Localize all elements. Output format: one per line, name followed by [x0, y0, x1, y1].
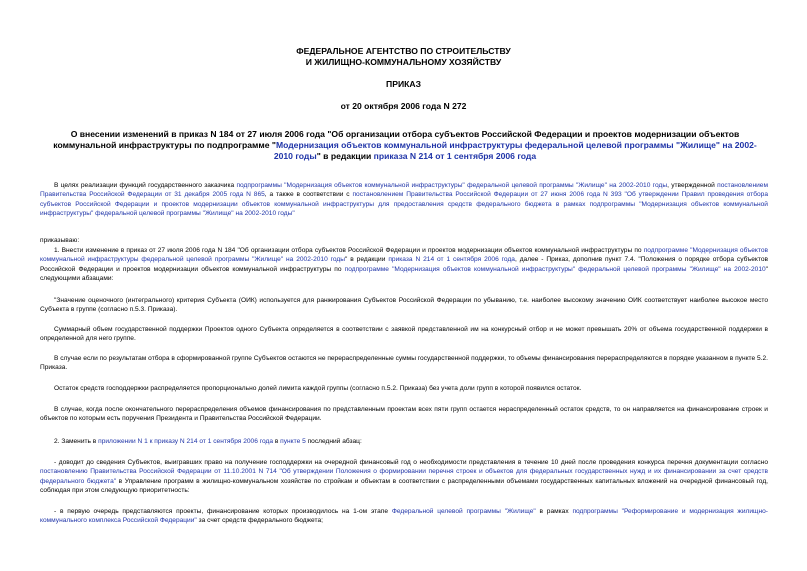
priority-text-1: - в первую очередь представляются проекты, финансирование которых производилось на 1-ом этапе [54, 508, 392, 515]
preamble-link-subprogram[interactable]: подпрограммы "Модернизация объектов коммунальной инфраструктуры" федеральной целевой программы "Жилище" на 2002-2010 годы [236, 182, 668, 189]
item1-text-2: " в редакции [345, 256, 389, 264]
priority-link-fcp-zhilische[interactable]: Федеральной целевой программы "Жилище" [391, 508, 536, 515]
notify-text-2: в Управление программ в жилищно-коммунальном хозяйстве по стройкам и объектам в соответствии с распределенными объемами государственных капитальных вложений на очередной финансовый год, соблюдая при этом следующую приоритетность: [40, 477, 768, 495]
item1-text-4: " следующими абзацами: [40, 265, 768, 283]
paragraph-redistribution: В случае если по результатам отбора в сформированной группе Субъектов остаются не перераспределенные суммы государственной поддержки, то объемы финансирования перераспределяются в порядке указанном в пункте 5.2. Приказа. [40, 355, 768, 372]
document-date-number: от 20 октября 2006 года N 272 [340, 101, 467, 111]
agency-name-line2: И ЖИЛИЩНО-КОММУНАЛЬНОМУ ХОЗЯЙСТВУ [305, 57, 502, 67]
priority-link-reform-subprogram[interactable]: подпрограммы "Реформирование и модернизация жилищно-коммунального комплекса Российской Федерации" [40, 508, 768, 525]
item1-link-subprogram[interactable]: подпрограмме "Модернизация объектов коммунальной инфраструктуры федеральной целевой программы "Жилище" на 2002-2010 годы [40, 247, 768, 264]
title-text-2: " в редакции [316, 151, 374, 162]
preamble-link-decree-393[interactable]: постановлением Правительства Российской Федерации от 27 июня 2006 года N 393 "Об утверждении Правил проведения отбора субъектов Российской Федерации и проектов модернизации объектов коммунальной инфраструктуры для предоставления средств федерального бюджета в рамках подпрограммы "Модернизация объектов коммунальной инфраструктуры" федеральной целевой программы "Жилище" на 2002-2010 годы" [40, 191, 768, 218]
preamble-text-2: , утвержденной [667, 182, 718, 189]
item2-text-2: в [273, 438, 281, 445]
agency-name-line1: ФЕДЕРАЛЬНОЕ АГЕНТСТВО ПО СТРОИТЕЛЬСТВУ [296, 46, 511, 56]
paragraph-priority-first [40, 507, 768, 526]
priority-text-3: за счет средств федерального бюджета; [196, 517, 323, 525]
paragraph-final-remainder: В случае, когда после окончательного перераспределения объемов финансирования по представленным проектам всех пяти групп остается нераспределенный остаток средств, то он направляется на финансирование строек и объектов по которым есть поручения Президента и Правительства Российской Федерации. [40, 406, 768, 423]
item1-link-subprogram-2[interactable]: подпрограмме "Модернизация объектов коммунальной инфраструктуры" федеральной целевой программы "Жилище" на 2002-2010 [344, 265, 766, 273]
preamble-text-1: В целях реализации функций государственного заказчика [54, 182, 237, 189]
notify-link-decree-714[interactable]: постановлению Правительства Российской Федерации от 11.10.2001 N 714 "Об утверждении Положения о формировании перечня строек и объектов для федеральных государственных нужд и их финансировании за счет средств федерального бюджета" [40, 468, 768, 485]
item2-text-3: последний абзац: [305, 438, 362, 445]
item2-text-1: 2. Заменить в [54, 438, 99, 445]
paragraph-item-1 [40, 246, 768, 284]
item2-link-point-5[interactable]: пункте 5 [280, 438, 306, 445]
paragraph-item-2 [40, 437, 768, 446]
item1-text-1: 1. Внести изменение в приказ от 27 июля 2006 года N 184 "Об организации отбора субъектов Российской Федерации и проектов модернизации объектов коммунальной инфраструктуры по [54, 247, 644, 254]
priority-text-2: в рамках [535, 508, 573, 515]
paragraph-summary-volume: Суммарный объем государственной поддержки Проектов одного Субъекта определяется в соответствии с заявкой представленной им на конкурсный отбор и не может превышать 20% от объема государственной поддержки в определенной для него группе. [40, 326, 768, 343]
item1-link-order-214[interactable]: приказа N 214 от 1 сентября 2006 года [388, 256, 515, 264]
item1-text-3: , далее - Приказ, дополнив пункт 7.4. "Положения о порядке отбора субъектов Российской Федерации и проектов модернизации объектов коммунальной инфраструктуры по [40, 256, 769, 273]
preamble-text-3: , а также в соответствии с [264, 191, 353, 199]
prikazyvayu-label: приказываю: [40, 237, 80, 244]
document-type: ПРИКАЗ [386, 79, 421, 89]
title-link-program[interactable]: Модернизация объектов коммунальной инфраструктуры федеральной целевой программы "Жилище" на 2002-2010 годы [273, 140, 757, 162]
document-title [48, 129, 762, 163]
paragraph-preamble [40, 181, 768, 219]
paragraph-remaining-funds: Остаток средств господдержки распределяется пропорционально долей лимита каждой группы (согласно п.5.2. Приказа) без учета доли групп в которой появился остаток. [54, 385, 582, 392]
paragraph-oik: "Значение оценочного (интегрального) критерия Субъекта (ОИК) используется для ранжирования Субъектов Российской Федерации по убыванию, т.е. наиболее высокому значению ОИК соответствует наиболее высокое место Субъекта в группе (согласно п.5.3. Приказа). [40, 297, 768, 314]
title-link-order-214[interactable]: приказа N 214 от 1 сентября 2006 года [373, 151, 537, 162]
notify-text-1: - доводит до сведения Субъектов, выигравших право на получение господдержки на очередной финансовый год о необходимости представления в течение 10 дней после проведения конкурса перечня документации согласно [54, 459, 768, 466]
item2-link-appendix[interactable]: приложении N 1 к приказу N 214 от 1 сентября 2006 года [98, 438, 273, 445]
title-text-1: О внесении изменений в приказ N 184 от 27 июля 2006 года "Об организации отбора субъектов Российской Федерации и проектов модернизации объектов коммунальной инфраструктуры по подпрограмме " [53, 129, 740, 151]
preamble-link-decree-865[interactable]: постановлением Правительства Российской Федерации от 31 декабря 2005 года N 865 [40, 182, 768, 199]
paragraph-notify-subjects [40, 458, 768, 496]
